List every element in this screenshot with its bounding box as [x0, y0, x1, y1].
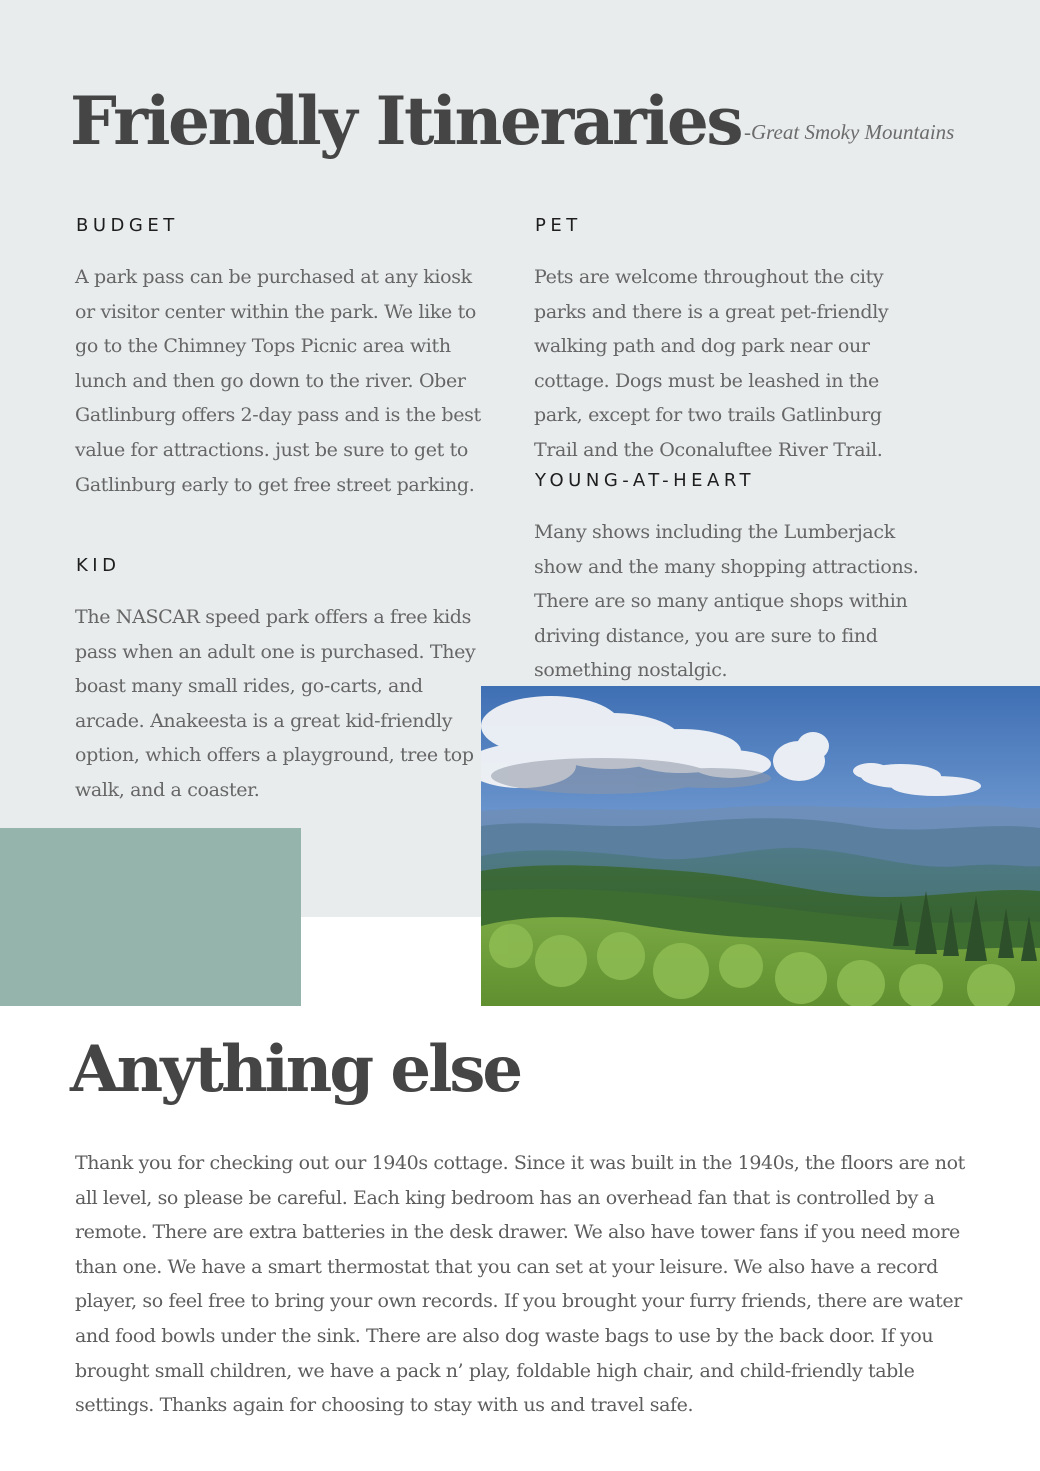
budget-heading: BUDGET — [76, 215, 179, 236]
kid-heading: KID — [76, 555, 121, 576]
budget-text: A park pass can be purchased at any kiosk or visitor center within the park. We like to go to the Chimney Tops Picnic area with lunch and then go down to the river. Ober Gatlinburg offers 2-day pass and is the best value for attractions. just be sure to get to Gatlinburg early to get free street parking. — [75, 266, 481, 496]
young-at-heart-text: Many shows including the Lumberjack show and the many shopping attractions. There are so many antique shops within driving distance, you are sure to find something nostalgic. — [534, 521, 919, 682]
mountain-landscape-photo — [481, 686, 1040, 1006]
section-title-anything-else: Anything else — [70, 1032, 521, 1107]
page-title: Friendly Itineraries — [70, 82, 742, 160]
accent-block — [0, 828, 301, 1006]
closing-text: Thank you for checking out our 1940s cottage. Since it was built in the 1940s, the floors are not all level, so please be careful. Each king bedroom has an overhead fan that is controlled by a remote. There are extra batteries in the desk drawer. We also have tower fans if you need more than one. We have a smart thermostat that you can set at your leisure. We also have a record player, so feel free to bring your own records. If you brought your furry friends, there are water and food bowls under the sink. There are also dog waste bags to use by the back door. If you brought small children, we have a pack n’ play, foldable high chair, and child-friendly table settings. Thanks again for choosing to stay with us and travel safe. — [75, 1152, 965, 1417]
kid-text: The NASCAR speed park offers a free kids pass when an adult one is purchased. They boast many small rides, go-carts, and arcade. Anakeesta is a great kid-friendly option, which offers a playground, tree top walk, and a coaster. — [75, 606, 476, 801]
pet-heading: PET — [535, 215, 582, 236]
page-subtitle: -Great Smoky Mountains — [744, 120, 955, 144]
pet-text: Pets are welcome throughout the city parks and there is a great pet-friendly walking path and dog park near our cottage. Dogs must be leashed in the park, except for two trails Gatlinburg Trail and the Oconaluftee River Trail. — [534, 266, 889, 461]
young-at-heart-heading: YOUNG-AT-HEART — [535, 470, 756, 491]
